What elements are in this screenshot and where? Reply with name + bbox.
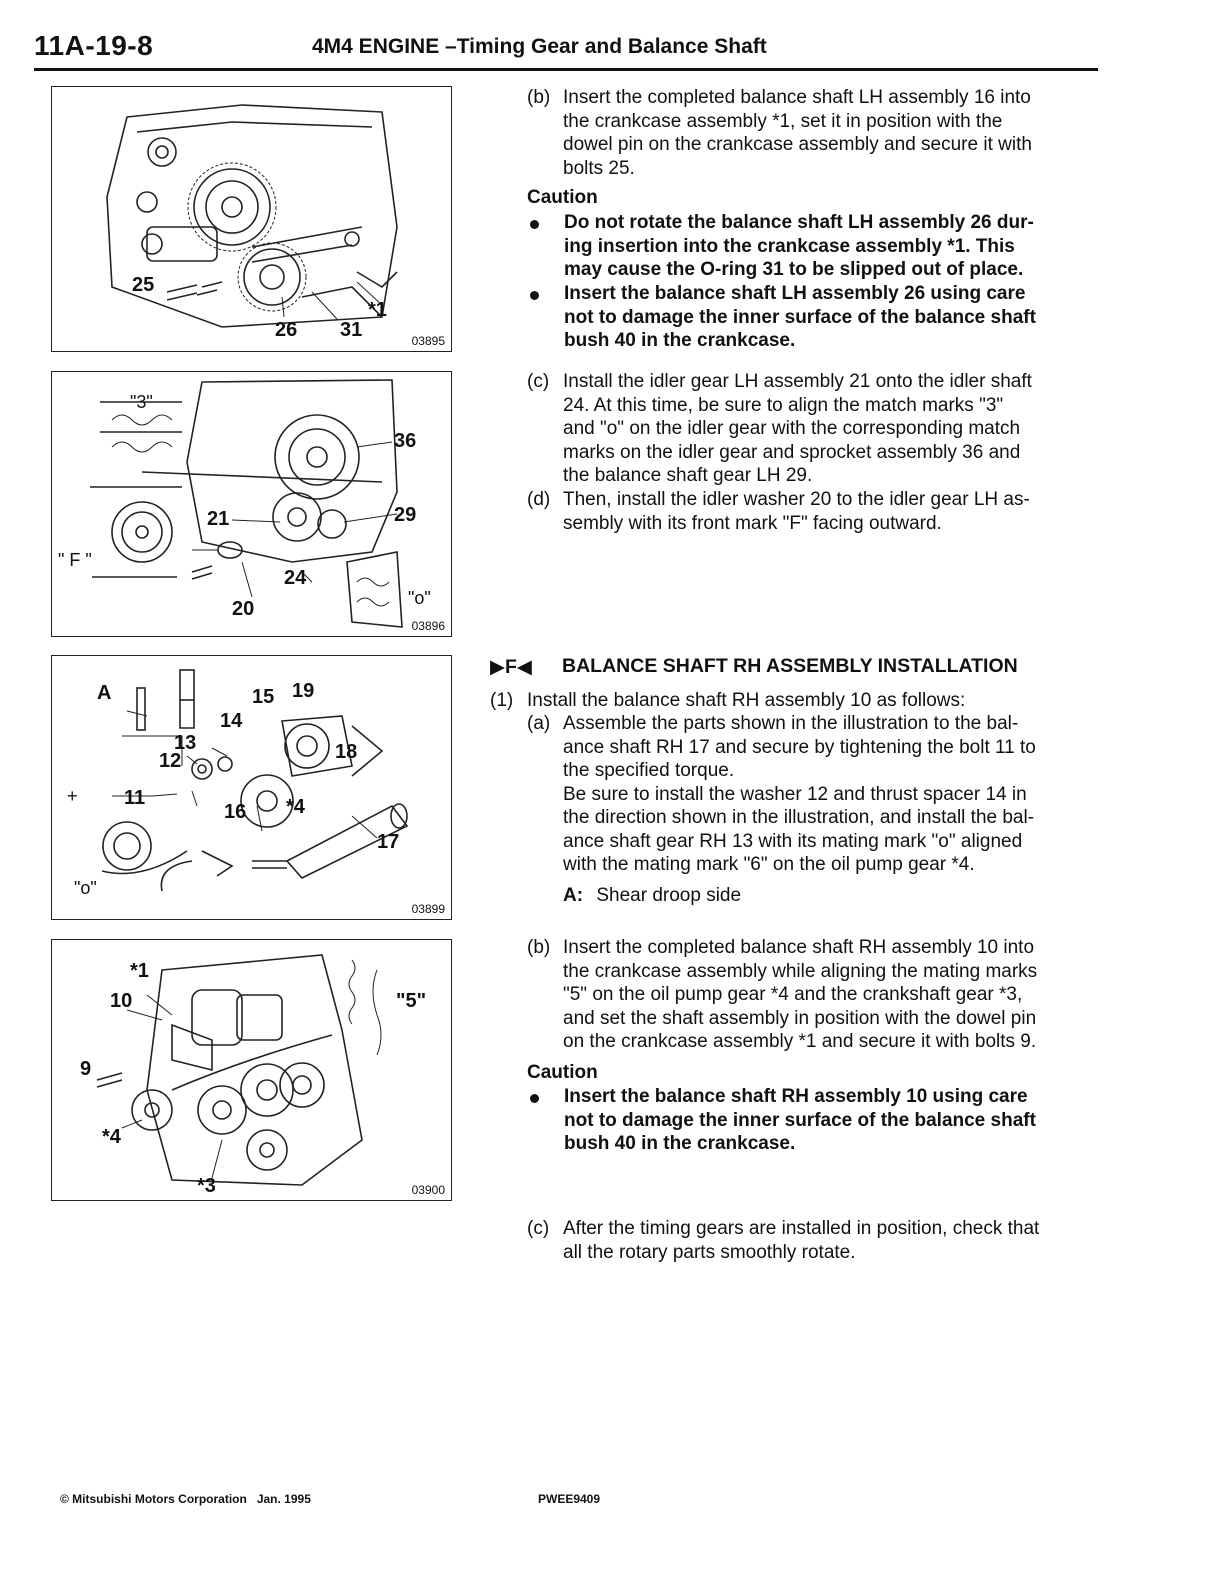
step-b-rh-line: and set the shaft assembly in position with the dowel pin: [563, 1007, 1037, 1029]
step-d-lh: [527, 488, 1102, 536]
figure-03895-label-25: 25: [132, 274, 155, 296]
caution-2-bullet-1: [530, 1085, 1102, 1157]
page-header: [34, 30, 1098, 70]
bullet-dot: [530, 1094, 539, 1103]
figure-03895-label-star1: *1: [368, 299, 387, 321]
section-mark: ▶F◀: [490, 656, 532, 678]
step-b-lh-line: dowel pin on the crankcase assembly and secure it with: [563, 134, 1032, 155]
step-a-rh-line: ance shaft gear RH 13 with its mating mark "o" aligned: [563, 830, 1023, 852]
figure-03900-label-10: 10: [110, 990, 133, 1012]
figure-03899-label-plus: +: [67, 786, 78, 806]
caution-1-bullet-2: [530, 282, 1102, 354]
caution-1-bullet-2-line: not to damage the inner surface of the balance shaft: [564, 306, 1036, 328]
bullet-dot: [530, 220, 539, 229]
note-a-key: A:: [563, 885, 584, 906]
step-c-lh-line: 24. At this time, be sure to align the match marks "3": [563, 394, 1004, 416]
step-c-lh-line: marks on the idler gear and sprocket assembly 36 and: [563, 441, 1021, 463]
figure-03899-label-qo: "o": [74, 878, 97, 898]
figure-03895-label-31: 31: [340, 319, 363, 341]
figure-03900: [51, 939, 452, 1201]
caution-2-bullet-1-line: bush 40 in the crankcase.: [564, 1133, 796, 1154]
figure-03896: [51, 371, 452, 637]
figure-03899-label-A: A: [97, 682, 112, 704]
step-a-rh-line: the direction shown in the illustration, and install the bal-: [563, 807, 1035, 828]
figure-03896-label-36: 36: [394, 430, 417, 452]
figure-03896-label-F: " F ": [58, 550, 92, 570]
figure-03900-label-9: 9: [80, 1058, 92, 1080]
figure-03899: [51, 655, 452, 920]
step-b-lh: [527, 86, 1102, 182]
note-a-text: Shear droop side: [596, 885, 742, 906]
figure-03900-label-q5: "5": [396, 990, 427, 1012]
note-a: [563, 884, 963, 908]
footer-copyright: © Mitsubishi Motors Corporation Jan. 1995: [60, 1492, 311, 1506]
step-c-lh: [527, 370, 1102, 490]
step-a-rh-line: Be sure to install the washer 12 and thrust spacer 14 in: [563, 783, 1027, 805]
figure-03899-label-14: 14: [220, 710, 243, 732]
step-c-rh: [527, 1217, 1102, 1265]
caution-1-bullet-2-line: Insert the balance shaft LH assembly 26 using care: [564, 283, 1026, 304]
step-b-rh-line: "5" on the oil pump gear *4 and the crankshaft gear *3,: [563, 984, 1023, 1005]
figure-03899-label-13: 13: [174, 732, 197, 754]
step-b-lh-marker: (b): [527, 87, 551, 108]
figure-03896-label-20: 20: [232, 598, 255, 620]
step-1-text: Install the balance shaft RH assembly 10 as follows:: [527, 690, 966, 711]
step-b-rh-line: Insert the completed balance shaft RH assembly 10 into: [563, 937, 1035, 958]
figure-03896-label-21: 21: [207, 508, 230, 530]
bullet-dot: [530, 291, 539, 300]
figure-03899-label-11: 11: [124, 787, 146, 809]
step-b-rh-line: on the crankcase assembly *1 and secure it with bolts 9.: [563, 1031, 1037, 1052]
figure-03896-label-qo: "o": [408, 588, 431, 608]
caution-1-bullet-1-line: may cause the O-ring 31 to be slipped out of place.: [564, 259, 1024, 280]
figure-03899-label-15: 15: [252, 686, 275, 708]
footer-code: PWEE9409: [538, 1492, 601, 1506]
caution-1-bullet-1-line: ing insertion into the crankcase assembly *1. This: [564, 235, 1015, 257]
figure-03900-label-star4: *4: [102, 1126, 121, 1148]
step-c-rh-line: all the rotary parts smoothly rotate.: [563, 1241, 856, 1263]
figure-03895: [51, 86, 452, 352]
figure-03900-label-star1: *1: [130, 960, 149, 982]
step-a-rh-marker: (a): [527, 713, 551, 734]
step-b-rh: [527, 936, 1102, 1056]
figure-03895-label-26: 26: [275, 319, 298, 341]
caution-1-bullet-1-line: Do not rotate the balance shaft LH assembly 26 dur-: [564, 212, 1034, 233]
figure-03895-number: 03895: [411, 334, 445, 348]
caution-2-bullet-1-line: Insert the balance shaft RH assembly 10 using care: [564, 1086, 1028, 1107]
step-a-rh-line: with the mating mark "6" on the oil pump gear *4.: [563, 854, 975, 875]
step-a-rh-line: Assemble the parts shown in the illustration to the bal-: [563, 713, 1019, 734]
step-b-lh-line: bolts 25.: [563, 157, 635, 179]
figure-03900-label-star3: *3: [197, 1175, 216, 1197]
caution-1-bullet-2-line: bush 40 in the crankcase.: [564, 330, 796, 351]
page-number: 11A-19-8: [34, 30, 154, 61]
figure-03900-drawing: [52, 940, 453, 1202]
figure-03899-label-19: 19: [292, 680, 315, 702]
step-d-lh-line: Then, install the idler washer 20 to the idler gear LH as-: [563, 489, 1030, 510]
step-b-lh-line: Insert the completed balance shaft LH assembly 16 into: [563, 87, 1031, 108]
section-title: BALANCE SHAFT RH ASSEMBLY INSTALLATION: [562, 655, 1018, 677]
figure-03899-label-18: 18: [335, 741, 358, 763]
step-b-lh-line: the crankcase assembly *1, set it in position with the: [563, 110, 1003, 132]
figure-03899-label-17: 17: [377, 831, 400, 853]
step-1-marker: (1): [490, 690, 514, 711]
step-b-rh-line: the crankcase assembly while aligning the mating marks: [563, 960, 1038, 982]
figure-03899-label-12: 12: [159, 750, 182, 772]
step-a-rh: [527, 712, 1102, 880]
caution-1-bullet-1: [530, 211, 1102, 283]
figure-03899-label-star4: *4: [286, 796, 305, 818]
figure-03896-label-q3: "3": [130, 392, 153, 412]
caution-1-label: Caution: [527, 187, 598, 208]
step-c-lh-line: and "o" on the idler gear with the corresponding match: [563, 418, 1021, 439]
step-c-lh-line: the balance shaft gear LH 29.: [563, 465, 813, 486]
page-title: 4M4 ENGINE –Timing Gear and Balance Shaft: [312, 35, 767, 58]
step-c-lh-marker: (c): [527, 371, 550, 392]
caution-2-bullet-1-line: not to damage the inner surface of the balance shaft: [564, 1109, 1036, 1131]
step-a-rh-line: the specified torque.: [563, 760, 735, 781]
figure-03896-label-29: 29: [394, 504, 417, 526]
caution-2-label: Caution: [527, 1062, 598, 1083]
step-b-rh-marker: (b): [527, 937, 551, 958]
step-a-rh-line: ance shaft RH 17 and secure by tightening the bolt 11 to: [563, 736, 1036, 758]
step-d-lh-marker: (d): [527, 489, 551, 510]
figure-03895-drawing: [52, 87, 453, 353]
figure-03896-label-24: 24: [284, 567, 307, 589]
figure-03899-number: 03899: [411, 902, 445, 916]
header-rule: [34, 68, 1098, 71]
step-c-rh-marker: (c): [527, 1218, 550, 1239]
step-c-rh-line: After the timing gears are installed in position, check that: [563, 1218, 1040, 1239]
figure-03896-number: 03896: [411, 619, 445, 633]
figure-03900-number: 03900: [411, 1183, 445, 1197]
step-d-lh-line: sembly with its front mark "F" facing outward.: [563, 512, 942, 534]
step-c-lh-line: Install the idler gear LH assembly 21 onto the idler shaft: [563, 371, 1032, 392]
step-1: [490, 689, 1102, 713]
figure-03899-label-16: 16: [224, 801, 247, 823]
